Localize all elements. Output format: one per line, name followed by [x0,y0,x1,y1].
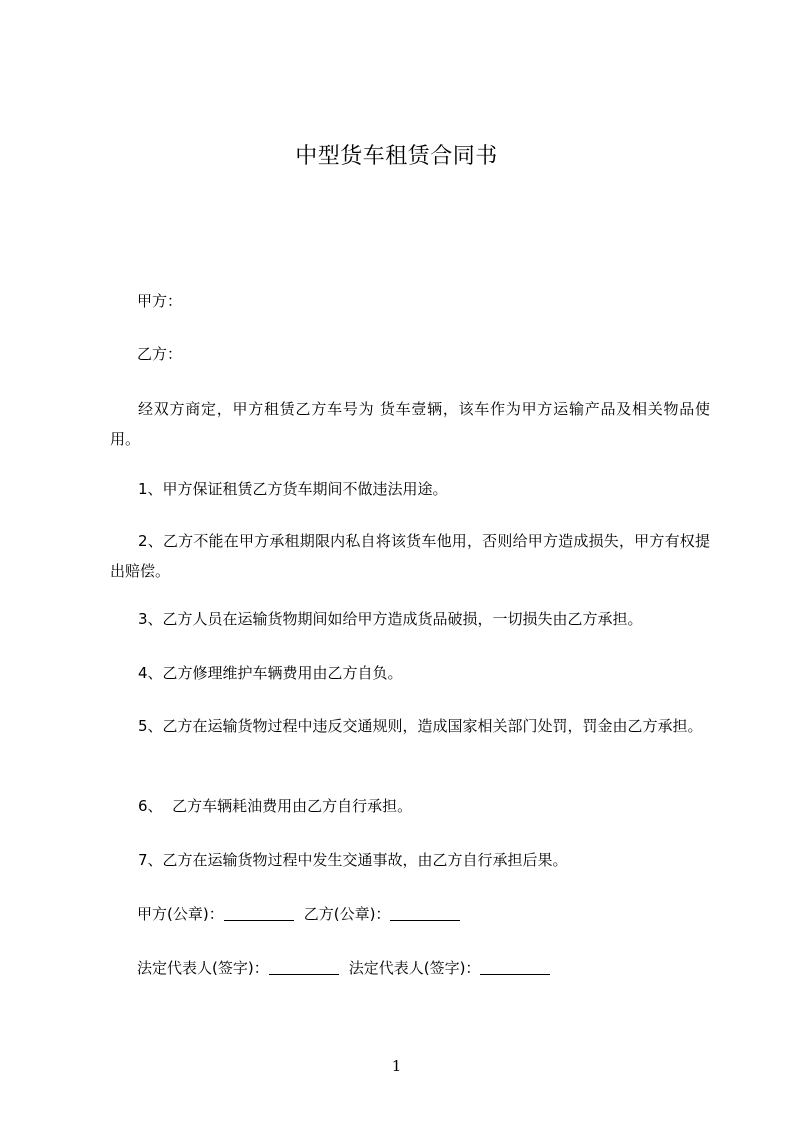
party-b-seal-label: 乙方(公章)： [303,905,391,923]
clause-6: 6、 乙方车辆耗油费用由乙方自行承担。 [138,797,413,815]
party-a-line: 甲方： [137,292,183,310]
clause-7: 7、乙方在运输货物过程中发生交通事故，由乙方自行承担后果。 [138,851,568,869]
party-a-rep-blank [269,960,339,975]
clause-3: 3、乙方人员在运输货物期间如给甲方造成货品破损，一切损失由乙方承担。 [138,610,643,628]
clause-4: 4、乙方修理维护车辆费用由乙方自负。 [138,664,403,682]
page-number: 1 [391,1057,402,1075]
seal-signature-row [137,904,470,924]
intro-paragraph: 经双方商定，甲方租赁乙方车号为 货车壹辆，该车作为甲方运输产品及相关物品使用。 [110,400,710,448]
party-a-seal-label: 甲方(公章)： [137,905,224,923]
party-b-line: 乙方： [137,345,183,363]
party-a-rep-label: 法定代表人(签字)： [137,959,269,977]
page-title: 中型货车租赁合同书 [295,144,498,169]
party-b-rep-blank [480,960,550,975]
party-b-seal-blank [390,906,460,921]
clause-1: 1、甲方保证租赁乙方货车期间不做违法用途。 [138,480,448,498]
representative-signature-row [137,958,560,978]
party-a-seal-blank [224,906,294,921]
clause-5: 5、乙方在运输货物过程中违反交通规则，造成国家相关部门处罚，罚金由乙方承担。 [138,717,703,735]
party-b-rep-label: 法定代表人(签字)： [348,959,481,977]
clause-2: 2、乙方不能在甲方承租期限内私自将该货车他用，否则给甲方造成损失，甲方有权提出赔偿。 [110,532,710,580]
